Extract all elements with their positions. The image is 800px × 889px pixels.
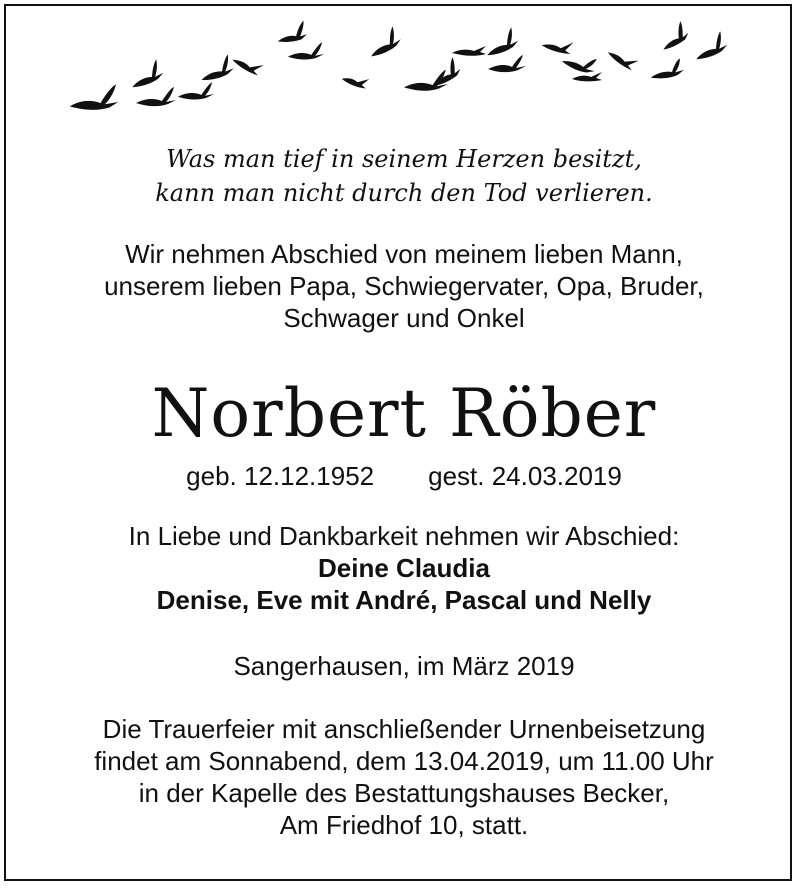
ceremony-notice (6, 713, 800, 841)
memorial-quote (6, 142, 800, 210)
flying-birds-icon (6, 6, 800, 126)
ceremony-line: findet am Sonnabend, dem 13.04.2019, um 11.00 Uhr (94, 746, 714, 776)
quote-line: Was man tief in seinem Herzen besitzt, (166, 145, 642, 173)
deceased-name: Norbert Röber (151, 375, 657, 452)
mourners-intro: In Liebe und Dankbarkeit nehmen wir Abschied: (128, 521, 680, 551)
intro-line: unserem lieben Papa, Schwiegervater, Opa, Bruder, (104, 271, 704, 301)
death-date: gest. 24.03.2019 (428, 461, 622, 491)
birth-date: geb. 12.12.1952 (186, 461, 375, 491)
life-dates (6, 460, 800, 492)
ceremony-line: in der Kapelle des Bestattungshauses Becker, (138, 778, 670, 808)
mourner-name: Deine Claudia (318, 553, 490, 583)
place-date: Sangerhausen, im März 2019 (233, 651, 575, 681)
ceremony-line: Am Friedhof 10, statt. (279, 810, 529, 840)
obituary-card (4, 4, 792, 881)
mourners-block (6, 520, 800, 616)
quote-line: kann man nicht durch den Tod verlieren. (155, 179, 653, 207)
mourner-names: Denise, Eve mit André, Pascal und Nelly (156, 585, 652, 615)
intro-line: Schwager und Onkel (283, 303, 525, 333)
farewell-intro (6, 238, 800, 334)
ceremony-line: Die Trauerfeier mit anschließender Urnenbeisetzung (102, 714, 706, 744)
intro-line: Wir nehmen Abschied von meinem lieben Mann, (125, 239, 683, 269)
